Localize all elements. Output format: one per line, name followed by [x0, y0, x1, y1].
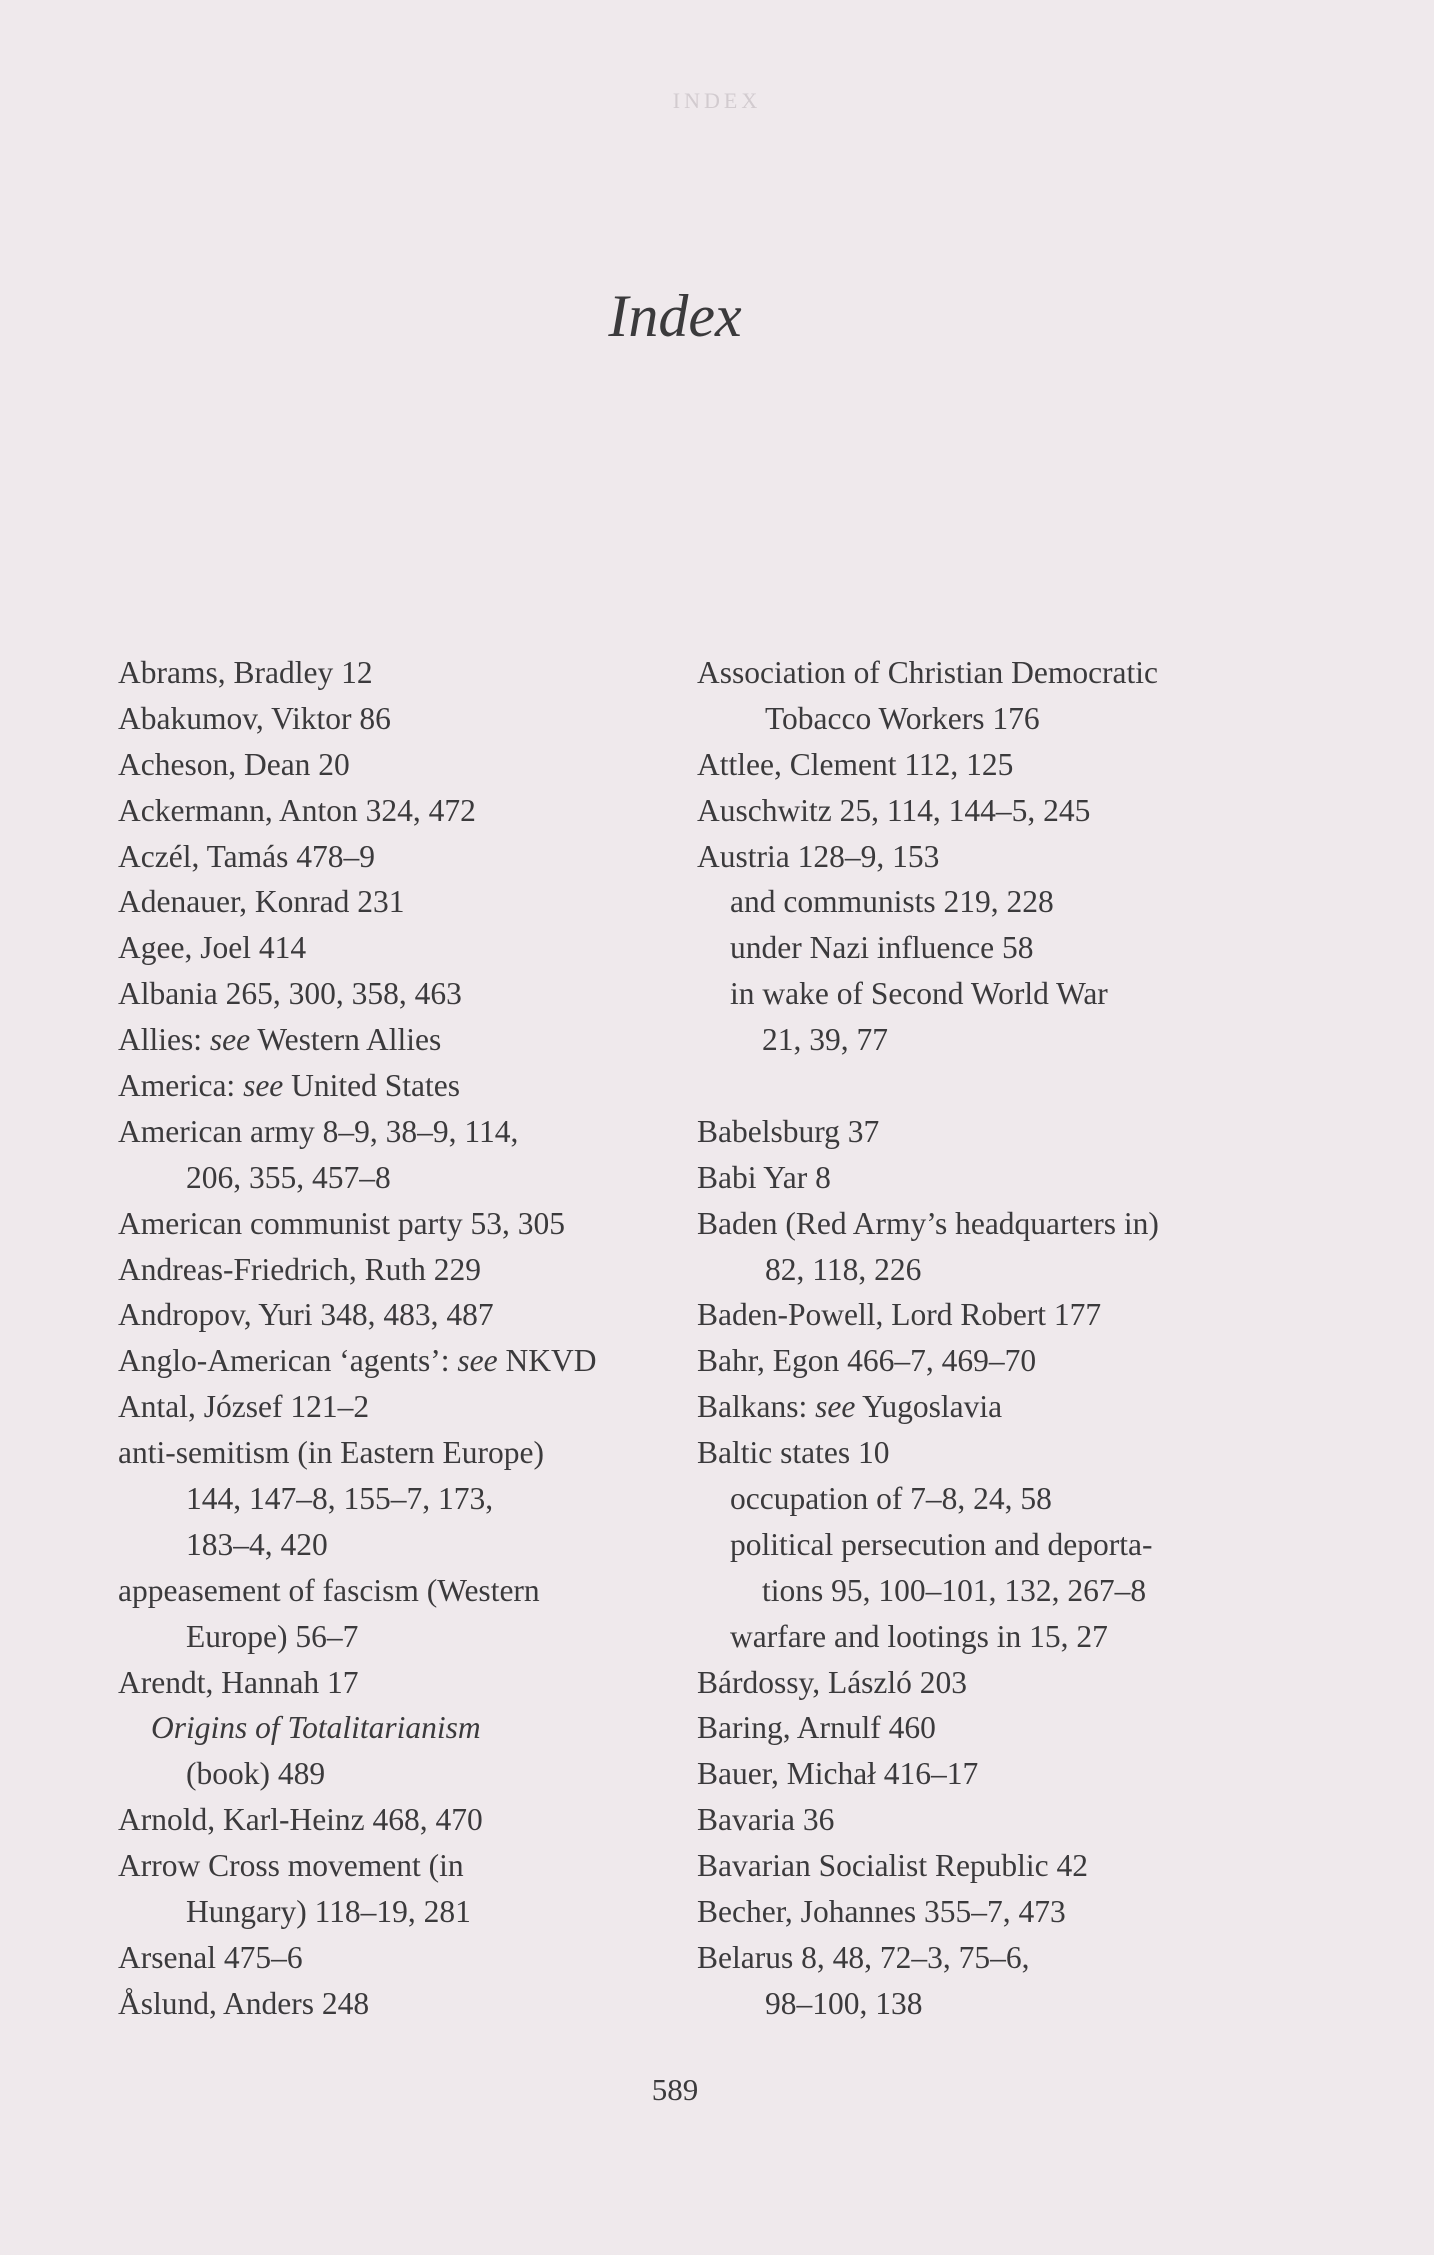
index-entry [697, 788, 1159, 834]
entry-text: in wake of Second World War [730, 976, 1108, 1012]
index-entry [118, 1109, 597, 1155]
entry-text: Yugoslavia [855, 1389, 1003, 1425]
running-head: INDEX [672, 88, 762, 113]
index-entry [118, 1063, 597, 1109]
entry-text: NKVD [497, 1343, 597, 1379]
entry-text: Bavarian Socialist Republic 42 [697, 1848, 1089, 1884]
index-entry [697, 1201, 1159, 1247]
entry-text: 98–100, 138 [765, 1985, 923, 2021]
entry-text: Albania 265, 300, 358, 463 [118, 976, 462, 1012]
entry-text: Association of Christian Democratic [697, 655, 1159, 690]
entry-text: Balkans: [697, 1389, 816, 1425]
entry-text: Baring, Arnulf 460 [697, 1710, 936, 1746]
entry-text: Åslund, Anders 248 [118, 1985, 370, 2021]
entry-text: under Nazi influence 58 [730, 930, 1034, 966]
entry-text: Andropov, Yuri 348, 483, 487 [118, 1297, 494, 1333]
index-entry [118, 879, 597, 925]
entry-text: Baden (Red Army’s headquarters in) [697, 1205, 1159, 1241]
index-entry [697, 1705, 1159, 1751]
page-number: 589 [651, 2072, 699, 2107]
entry-text: Europe) 56–7 [186, 1618, 359, 1654]
entry-text: warfare and lootings in 15, 27 [730, 1618, 1108, 1654]
entry-text: Acheson, Dean 20 [118, 746, 350, 782]
index-entry [118, 1338, 597, 1384]
index-entry-continuation [697, 1522, 1159, 1568]
index-column-left [118, 650, 597, 2027]
index-entry-continuation [697, 1614, 1159, 1660]
index-entry [118, 925, 597, 971]
index-entry [118, 1843, 597, 1889]
index-entry [118, 1201, 597, 1247]
index-entry [118, 788, 597, 834]
entry-text: Adenauer, Konrad 231 [118, 884, 405, 920]
index-entry-continuation [697, 1017, 1159, 1063]
letter-break [697, 1063, 1159, 1109]
entry-text: Ackermann, Anton 324, 472 [118, 792, 476, 828]
entry-text: Attlee, Clement 112, 125 [697, 746, 1014, 782]
index-entry [118, 1935, 597, 1981]
entry-text: Baltic states 10 [697, 1435, 890, 1471]
index-entry-continuation [118, 1522, 597, 1568]
index-entry [118, 696, 597, 742]
entry-text: Baden-Powell, Lord Robert 177 [697, 1297, 1102, 1333]
index-entry [118, 1292, 597, 1338]
entry-text: 21, 39, 77 [762, 1022, 888, 1058]
entry-text: 183–4, 420 [186, 1526, 328, 1562]
entry-text: American communist party 53, 305 [118, 1205, 566, 1241]
entry-text: America: [118, 1068, 244, 1104]
index-entry-continuation [118, 1889, 597, 1935]
index-entry [697, 1292, 1159, 1338]
italic-text: see [457, 1343, 498, 1379]
entry-text: Arnold, Karl-Heinz 468, 470 [118, 1802, 483, 1838]
index-entry-continuation [118, 1155, 597, 1201]
index-entry [118, 1660, 597, 1706]
index-entry [697, 1797, 1159, 1843]
entry-text: Belarus 8, 48, 72–3, 75–6, [697, 1939, 1030, 1975]
index-entry-continuation [697, 1568, 1159, 1614]
entry-text: Babi Yar 8 [697, 1159, 831, 1195]
entry-text: Agee, Joel 414 [118, 930, 307, 966]
index-entry [118, 971, 597, 1017]
italic-text: see [815, 1389, 856, 1425]
index-entry [697, 1155, 1159, 1201]
index-entry [697, 1751, 1159, 1797]
entry-text: Aczél, Tamás 478–9 [118, 838, 376, 874]
index-entry [118, 1384, 597, 1430]
entry-text: Austria 128–9, 153 [697, 838, 940, 874]
index-entry [118, 1981, 597, 2027]
entry-text: Becher, Johannes 355–7, 473 [697, 1894, 1066, 1930]
entry-text: Arrow Cross movement (in [118, 1848, 464, 1884]
entry-text: Bahr, Egon 466–7, 469–70 [697, 1343, 1037, 1379]
entry-text: (book) 489 [186, 1756, 326, 1792]
entry-text: 206, 355, 457–8 [186, 1159, 391, 1195]
index-entry [118, 834, 597, 880]
index-entry-continuation [697, 971, 1159, 1017]
index-entry-continuation [697, 879, 1159, 925]
index-entry-continuation [697, 1981, 1159, 2027]
entry-text: Bárdossy, László 203 [697, 1664, 968, 1700]
italic-text: see [243, 1068, 284, 1104]
index-entry-continuation [118, 1476, 597, 1522]
index-entry [118, 1797, 597, 1843]
page-title: Index [608, 283, 742, 349]
index-entry-continuation [697, 696, 1159, 742]
index-entry-continuation [697, 1247, 1159, 1293]
index-entry-continuation [118, 1705, 597, 1751]
entry-text: appeasement of fascism (Western [118, 1572, 540, 1608]
entry-text: occupation of 7–8, 24, 58 [730, 1481, 1052, 1517]
entry-text: Arsenal 475–6 [118, 1939, 303, 1975]
entry-text: United States [283, 1068, 461, 1104]
index-entry [118, 650, 597, 696]
entry-text: Andreas-Friedrich, Ruth 229 [118, 1251, 482, 1287]
index-entry-continuation [118, 1614, 597, 1660]
entry-text: Western Allies [250, 1022, 442, 1058]
entry-text: 82, 118, 226 [765, 1251, 922, 1287]
entry-text: Tobacco Workers 176 [765, 700, 1040, 736]
index-entry [118, 742, 597, 788]
entry-text: tions 95, 100–101, 132, 267–8 [762, 1572, 1147, 1608]
index-column-right [697, 650, 1159, 2027]
index-entry-continuation [697, 925, 1159, 971]
entry-text: Anglo-American ‘agents’: [118, 1343, 458, 1379]
entry-text: Abakumov, Viktor 86 [118, 700, 391, 736]
entry-text: Auschwitz 25, 114, 144–5, 245 [697, 792, 1091, 828]
entry-text: anti-semitism (in Eastern Europe) [118, 1435, 545, 1471]
entry-text: Bauer, Michał 416–17 [697, 1756, 979, 1792]
italic-text: see [209, 1022, 251, 1058]
entry-text: Arendt, Hannah 17 [118, 1664, 359, 1700]
index-entry [697, 650, 1159, 696]
entry-text: and communists 219, 228 [730, 884, 1054, 920]
index-entry [697, 1430, 1159, 1476]
entry-text: political persecution and deporta- [730, 1526, 1153, 1562]
index-entry [697, 1889, 1159, 1935]
entry-text: Hungary) 118–19, 281 [186, 1894, 471, 1930]
index-entry [697, 834, 1159, 880]
entry-text: 144, 147–8, 155–7, 173, [186, 1481, 494, 1517]
entry-text: Babelsburg 37 [697, 1113, 880, 1149]
index-entry [697, 1384, 1159, 1430]
entry-text: Abrams, Bradley 12 [118, 655, 373, 690]
index-entry [118, 1568, 597, 1614]
index-entry [697, 742, 1159, 788]
entry-text: American army 8–9, 38–9, 114, [118, 1113, 519, 1149]
index-entry [118, 1017, 597, 1063]
entry-text: Allies: [118, 1022, 210, 1058]
index-entry [697, 1109, 1159, 1155]
index-entry [697, 1935, 1159, 1981]
index-entry [697, 1660, 1159, 1706]
index-entry [118, 1430, 597, 1476]
index-entry [118, 1247, 597, 1293]
entry-text: Antal, József 121–2 [118, 1389, 370, 1425]
index-entry-continuation [697, 1476, 1159, 1522]
italic-text: Origins of Totalitarianism [151, 1710, 481, 1746]
index-entry-continuation [118, 1751, 597, 1797]
entry-text: Bavaria 36 [697, 1802, 835, 1838]
index-entry [697, 1338, 1159, 1384]
index-entry [697, 1843, 1159, 1889]
